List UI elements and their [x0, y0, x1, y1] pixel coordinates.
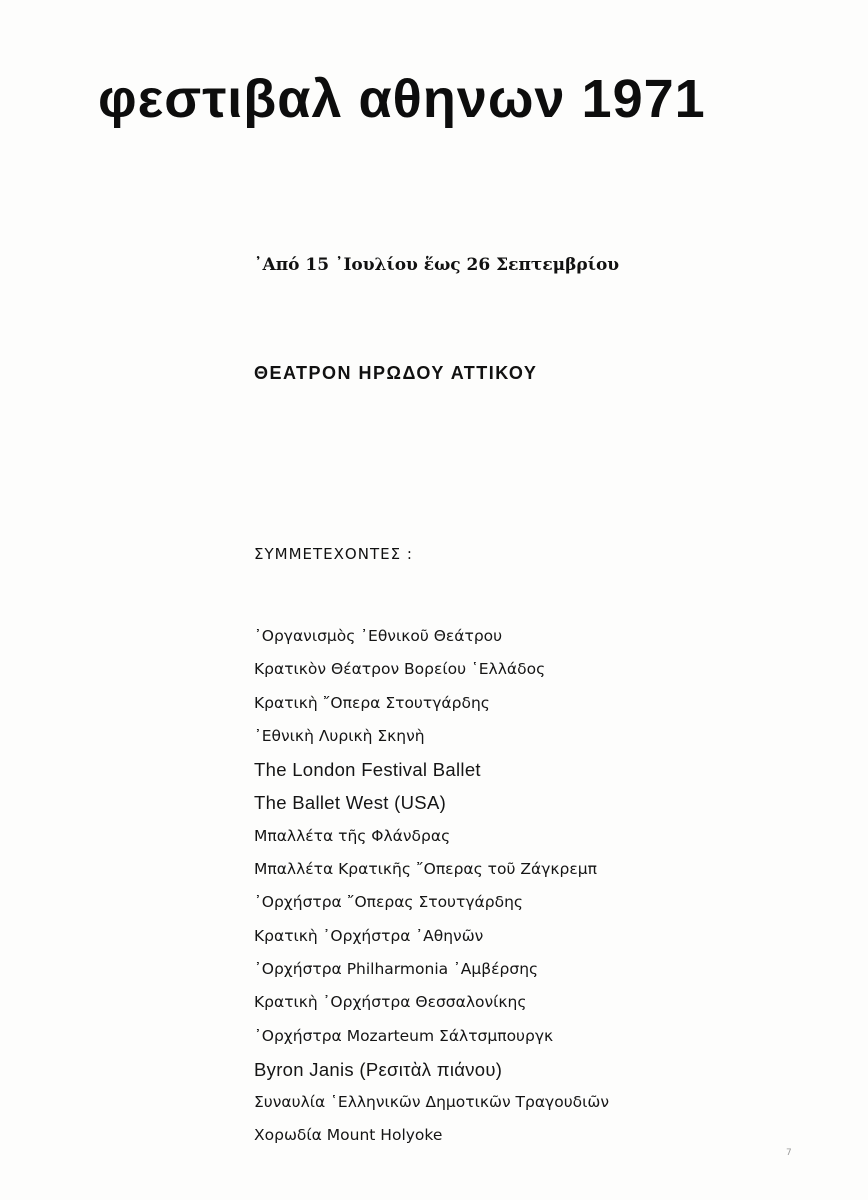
participant-item: The London Festival Ballet	[254, 759, 481, 781]
venue-name: ΘΕΑΤΡΟΝ ΗΡΩΔΟΥ ΑΤΤΙΚΟΥ	[254, 363, 538, 383]
participant-item: Συναυλία ῾Ελληνικῶν Δημοτικῶν Τραγουδιῶν	[254, 1093, 610, 1112]
participant-item: Κρατικὴ ῎Οπερα Στουτγάρδης	[254, 693, 490, 712]
participant-item: Μπαλλέτα Κρατικῆς ῎Οπερας τοῦ Ζάγκρεμπ	[254, 860, 597, 879]
participants-list	[254, 620, 609, 1153]
participant-item: ᾿Εθνικὴ Λυρικὴ Σκηνὴ	[254, 726, 425, 745]
participant-item: Κρατικὴ ᾿Ορχήστρα Θεσσαλονίκης	[254, 993, 527, 1012]
page-mark: 7	[786, 1148, 792, 1158]
participant-item: ᾿Ορχήστρα Mozarteum Σάλτσμπουργκ	[254, 1026, 554, 1045]
festival-dates: ᾿Από 15 ᾿Ιουλίου ἕως 26 Σεπτεμβρίου	[254, 255, 620, 275]
participant-item: The Ballet West (USA)	[254, 792, 447, 814]
participant-item: ᾿Οργανισμὸς ᾿Εθνικοῦ Θεάτρου	[254, 627, 503, 645]
participant-item: Χορωδία Mount Holyoke	[254, 1126, 443, 1145]
participant-item: Κρατικὸν Θέατρον Βορείου ῾Ελλάδος	[254, 660, 546, 679]
participant-item: Κρατικὴ ᾿Ορχήστρα ᾿Αθηνῶν	[254, 926, 484, 945]
participant-item: Byron Janis (Ρεσιτὰλ πιάνου)	[254, 1058, 503, 1080]
festival-title: φεστιβαλ αθηνων 1971	[98, 69, 706, 129]
participants-heading: ΣΥΜΜΕΤΕΧΟΝΤΕΣ :	[254, 545, 413, 563]
participant-item: ᾿Ορχήστρα Philharmonia ᾿Αμβέρσης	[254, 959, 539, 978]
participant-item: Μπαλλέτα τῆς Φλάνδρας	[254, 826, 451, 845]
participant-item: ᾿Ορχήστρα ῎Οπερας Στουτγάρδης	[254, 893, 523, 912]
